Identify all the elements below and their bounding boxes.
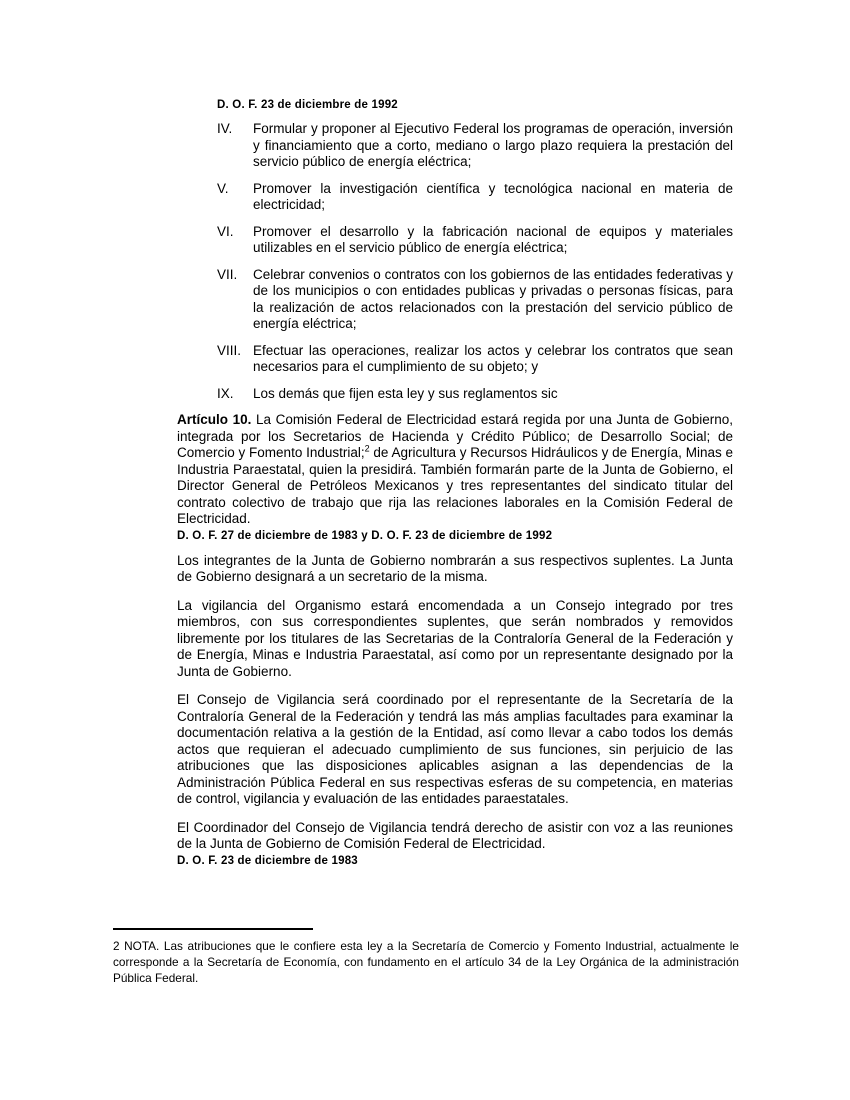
footnote-section xyxy=(113,928,739,986)
list-item-ix xyxy=(217,386,733,403)
fractions-list xyxy=(177,121,733,402)
list-item-vi-numeral: VI. xyxy=(217,223,234,239)
paragraph-consejo-vigilancia: El Consejo de Vigilancia será coordinado por el representante de la Secretaría de la Contraloría General de la Federación y tendrá las más amplias facultades para examinar la documentación relativa a la gestión de la Entidad, así como llevar a cabo todos los demás actos que requieran el adecuado cumplimiento de sus funciones, sin perjuicio de las atribuciones que las disposiciones aplicables asignan a las dependencias de la Administración Pública Federal en sus respectivas esferas de su competencia, en materias de control, vigilancia y evaluación de las entidades paraestatales. xyxy=(177,692,733,806)
list-item-v-text: Promover la investigación científica y tecnológica nacional en materia de electricidad; xyxy=(253,180,733,212)
list-item-vii xyxy=(217,267,733,333)
list-item-vi xyxy=(217,224,733,257)
footnote-2-text: 2 NOTA. Las atribuciones que le confiere esta ley a la Secretaría de Comercio y Fomento Industrial, actualmente le corresponde a la Secretaría de Economía, con fundamento en el artículo 34 de la Ley Orgánica de la administración Pública Federal. xyxy=(113,939,739,985)
footnote-reference-2: 2 xyxy=(364,443,370,454)
footnote-separator-rule xyxy=(113,928,313,930)
list-item-iv-text: Formular y proponer al Ejecutivo Federal los programas de operación, inversión y financiamiento que a corto, mediano o largo plazo requiera la prestación del servicio público de energía eléctrica; xyxy=(253,121,733,169)
list-item-ix-text: Los demás que fijen esta ley y sus reglamentos sic xyxy=(253,385,558,401)
list-item-v xyxy=(217,181,733,214)
list-item-iv xyxy=(217,121,733,171)
paragraph-coordinador: El Coordinador del Consejo de Vigilancia tendrá derecho de asistir con voz a las reuniones de la Junta de Gobierno de Comisión Federal de Electricidad. xyxy=(177,819,733,851)
paragraph-junta-integrantes: Los integrantes de la Junta de Gobierno nombrarán a sus respectivos suplentes. La Junta de Gobierno designará a un secretario de la misma. xyxy=(177,552,733,584)
article-10-heading: Artículo 10. xyxy=(177,412,252,427)
list-item-viii-text: Efectuar las operaciones, realizar los actos y celebrar los contratos que sean necesarios para el cumplimiento de su objeto; y xyxy=(253,342,733,374)
article-10-text-after-ref: de Agricultura y Recursos Hidráulicos y de Energía, Minas e Industria Paraestatal, quien la presidirá. También formarán parte de la Junta de Gobierno, el Director General de Petróleos Mexicanos y tres representantes del sindicato titular del contrato colectivo de trabajo que rija las relaciones laborales en la Comisión Federal de Electricidad. xyxy=(177,445,733,526)
list-item-vi-text: Promover el desarrollo y la fabricación nacional de equipos y materiales utilizables en el servicio público de energía eléctrica; xyxy=(253,223,733,255)
list-item-iv-numeral: IV. xyxy=(217,121,233,136)
paragraph-vigilancia-organismo: La vigilancia del Organismo estará encomendada a un Consejo integrado por tres miembros, con sus correspondientes suplentes, que serán nombrados y removidos libremente por los titulares de las Secretarias de la Contraloría General de la Federación y de Energía, Minas e Industria Paraestatal, así como por un representante designado por la Junta de Gobierno. xyxy=(177,597,733,679)
list-item-viii-numeral: VIII. xyxy=(217,342,242,358)
list-item-vii-text: Celebrar convenios o contratos con los gobiernos de las entidades federativas y de los municipios o con entidades publicas y privadas o personas físicas, para la realización de actos relacionados con la prestación del servicio público de energía eléctrica; xyxy=(253,266,733,331)
list-item-viii xyxy=(217,343,733,376)
dof-reference-note-mid: D. O. F. 27 de diciembre de 1983 y D. O. F. 23 de diciembre de 1992 xyxy=(177,529,553,542)
document-body xyxy=(177,99,733,868)
article-10-text-before-ref: La Comisión Federal de Electricidad estará regida por una Junta de Gobierno, integrada por los Secretarios de Hacienda y Crédito Público; de Desarrollo Social; de Comercio y Fomento Industrial; xyxy=(177,412,733,460)
article-10-paragraph xyxy=(177,412,733,528)
list-item-ix-numeral: IX. xyxy=(217,385,234,401)
list-item-v-numeral: V. xyxy=(217,180,229,196)
dof-reference-note-top: D. O. F. 23 de diciembre de 1992 xyxy=(217,99,398,111)
list-item-vii-numeral: VII. xyxy=(217,266,238,282)
dof-reference-note-bottom: D. O. F. 23 de diciembre de 1983 xyxy=(177,854,358,867)
